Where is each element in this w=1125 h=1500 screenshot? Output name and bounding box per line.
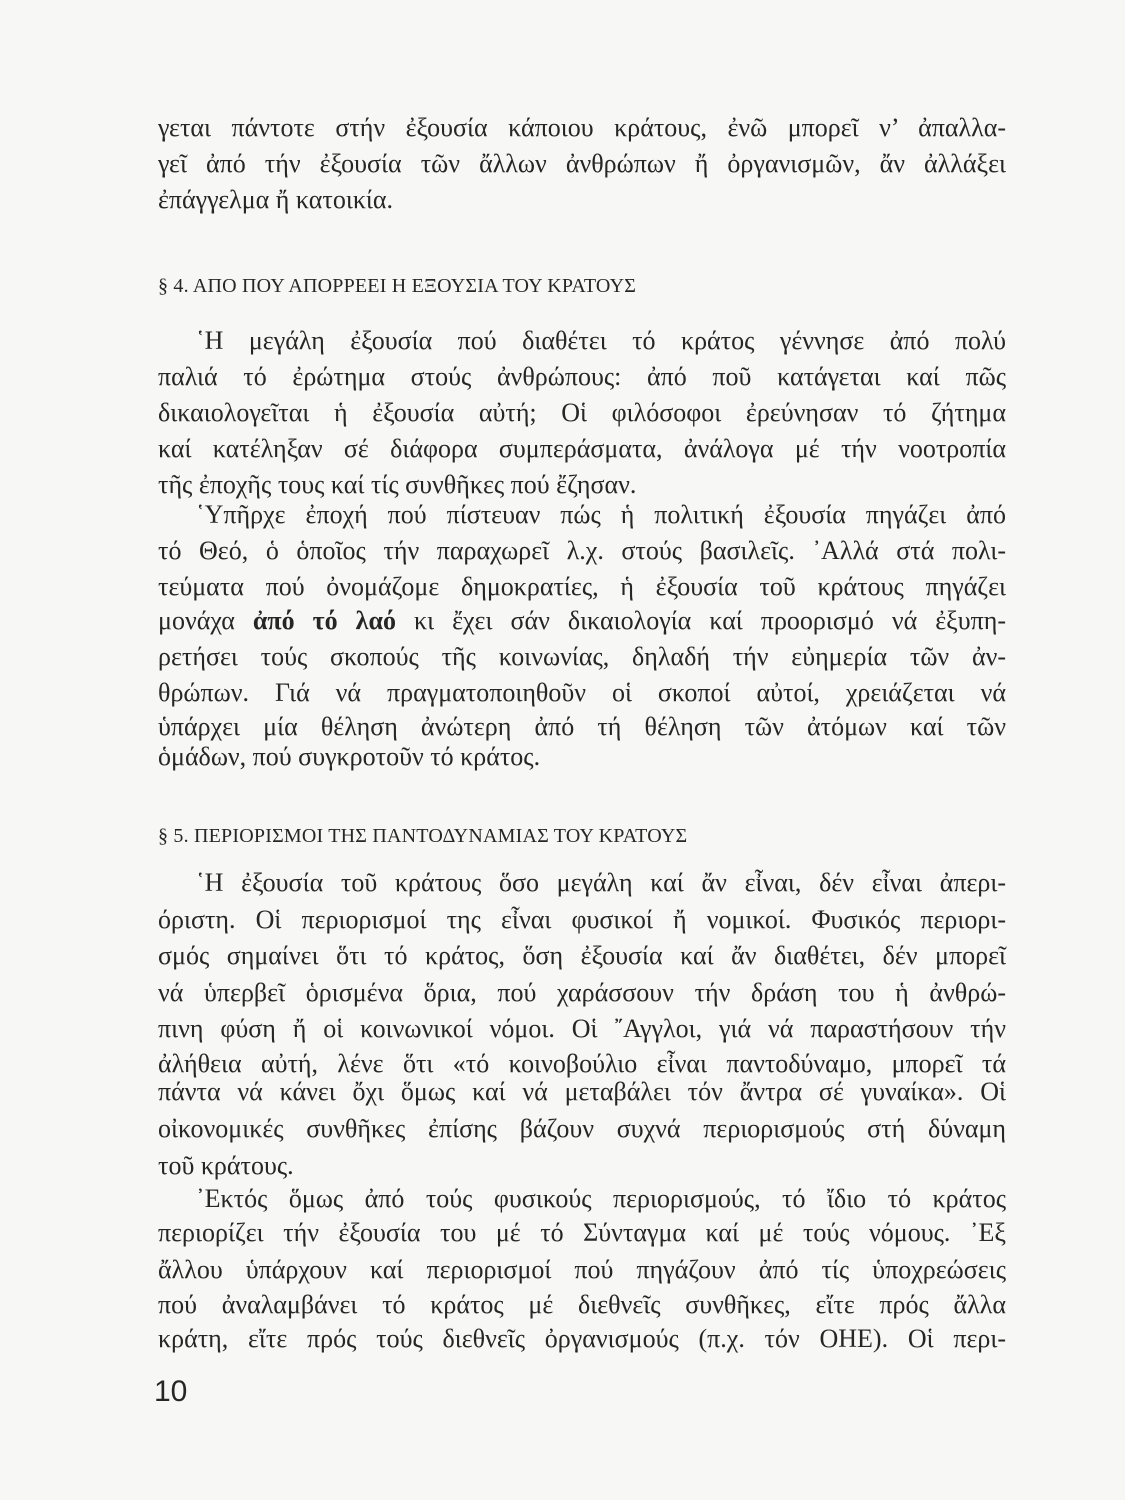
text-line: γεται πάντοτε στήν ἐξουσία κάποιου κράτους, ἐνῶ μπορεῖ ν’ ἀπαλλα- [158, 113, 1006, 142]
text-line: ὑπάρχει μία θέληση ἀνώτερη ἀπό τή θέληση τῶν ἀτόμων καί τῶν [158, 712, 1006, 741]
text-line: ἄλλου ὑπάρχουν καί περιορισμοί πού πηγάζουν ἀπό τίς ὑποχρεώσεις [158, 1255, 1006, 1284]
text-run: κι ἔχει σάν δικαιολογία καί προορισμό νά ἐξυπη- [395, 606, 1006, 635]
section-heading-5: § 5. ΠΕΡΙΟΡΙΣΜΟΙ ΤΗΣ ΠΑΝΤΟΔΥΝΑΜΙΑΣ ΤΟΥ ΚΡΑΤΟΥΣ [158, 825, 688, 847]
text-line-emphasis [158, 604, 1006, 638]
text-line: δικαιολογεῖται ἡ ἐξουσία αὐτή; Οἱ φιλόσοφοι ἐρεύνησαν τό ζήτημα [158, 398, 1006, 427]
text-line: όριστη. Οἱ περιορισμοί της εἶναι φυσικοί ἤ νομικοί. Φυσικός περιορι- [158, 905, 1006, 934]
text-line: σμός σημαίνει ὅτι τό κράτος, ὅση ἐξουσία καί ἄν διαθέτει, δέν μπορεῖ [158, 941, 1006, 970]
text-line: τοῦ κράτους. [158, 1151, 294, 1180]
text-line: καί κατέληξαν σέ διάφορα συμπεράσματα, ἀνάλογα μέ τήν νοοτροπία [158, 434, 1006, 463]
page-number: 10 [154, 1375, 188, 1408]
text-run: μονάχα [158, 606, 253, 635]
text-line: τῆς ἐποχῆς τους καί τίς συνθῆκες πού ἔζησαν. [158, 470, 637, 499]
text-line: γεῖ ἀπό τήν ἐξουσία τῶν ἄλλων ἀνθρώπων ἤ ὀργανισμῶν, ἄν ἀλλάξει [158, 149, 1006, 178]
text-line: περιορίζει τήν ἐξουσία του μέ τό Σύνταγμα καί μέ τούς νόμους. ᾿Εξ [158, 1218, 1006, 1247]
text-line: τό Θεό, ὁ ὁποῖος τήν παραχωρεῖ λ.χ. στούς βασιλεῖς. ᾿Αλλά στά πολι- [158, 536, 1006, 565]
text-line: ῾Υπῆρχε ἐποχή πού πίστευαν πώς ἡ πολιτική ἐξουσία πηγάζει ἀπό [196, 500, 1006, 529]
text-line: ῾Η ἐξουσία τοῦ κράτους ὅσο μεγάλη καί ἄν εἶναι, δέν εἶναι ἀπερι- [196, 868, 1006, 897]
text-line: ἐπάγγελμα ἤ κατοικία. [158, 185, 394, 214]
text-line: ῾Η μεγάλη ἐξουσία πού διαθέτει τό κράτος γέννησε ἀπό πολύ [196, 326, 1006, 355]
text-line: πού ἀναλαμβάνει τό κράτος μέ διεθνεῖς συνθῆκες, εἴτε πρός ἄλλα [158, 1290, 1006, 1319]
text-line: πινη φύση ἤ οἱ κοινωνικοί νόμοι. Οἱ ῎Αγγλοι, γιά νά παραστήσουν τήν [158, 1014, 1006, 1043]
text-line: παλιά τό ἐρώτημα στούς ἀνθρώπους: ἀπό ποῦ κατάγεται καί πῶς [158, 362, 1006, 391]
text-line: οἰκονομικές συνθῆκες ἐπίσης βάζουν συχνά περιορισμούς στή δύναμη [158, 1114, 1006, 1143]
text-line: ρετήσει τούς σκοπούς τῆς κοινωνίας, δηλαδή τήν εὐημερία τῶν ἀν- [158, 642, 1006, 671]
text-line: θρώπων. Γιά νά πραγματοποιηθοῦν οἱ σκοποί αὐτοί, χρειάζεται νά [158, 678, 1006, 707]
text-line: νά ὑπερβεῖ ὁρισμένα ὅρια, πού χαράσσουν τήν δράση του ἡ ἀνθρώ- [158, 978, 1006, 1007]
text-line: τεύματα πού ὀνομάζομε δημοκρατίες, ἡ ἐξουσία τοῦ κράτους πηγάζει [158, 572, 1006, 601]
text-line: ἀλήθεια αὐτή, λένε ὅτι «τό κοινοβούλιο εἶναι παντοδύναμο, μπορεῖ τά [158, 1049, 1006, 1078]
emphasis-text: ἀπό τό λαό [252, 606, 396, 635]
text-line: ὁμάδων, πού συγκροτοῦν τό κράτος. [158, 742, 541, 771]
text-line: κράτη, εἴτε πρός τούς διεθνεῖς ὀργανισμούς (π.χ. τόν ΟΗΕ). Οἱ περι- [158, 1324, 1006, 1353]
section-heading-4: § 4. ΑΠΟ ΠΟΥ ΑΠΟΡΡΕΕΙ Η ΕΞΟΥΣΙΑ ΤΟΥ ΚΡΑΤΟΥΣ [158, 275, 637, 297]
text-line: πάντα νά κάνει ὄχι ὅμως καί νά μεταβάλει τόν ἄντρα σέ γυναίκα». Οἱ [158, 1077, 1006, 1106]
text-line: ᾿Εκτός ὅμως ἀπό τούς φυσικούς περιορισμούς, τό ἴδιο τό κράτος [196, 1184, 1006, 1213]
